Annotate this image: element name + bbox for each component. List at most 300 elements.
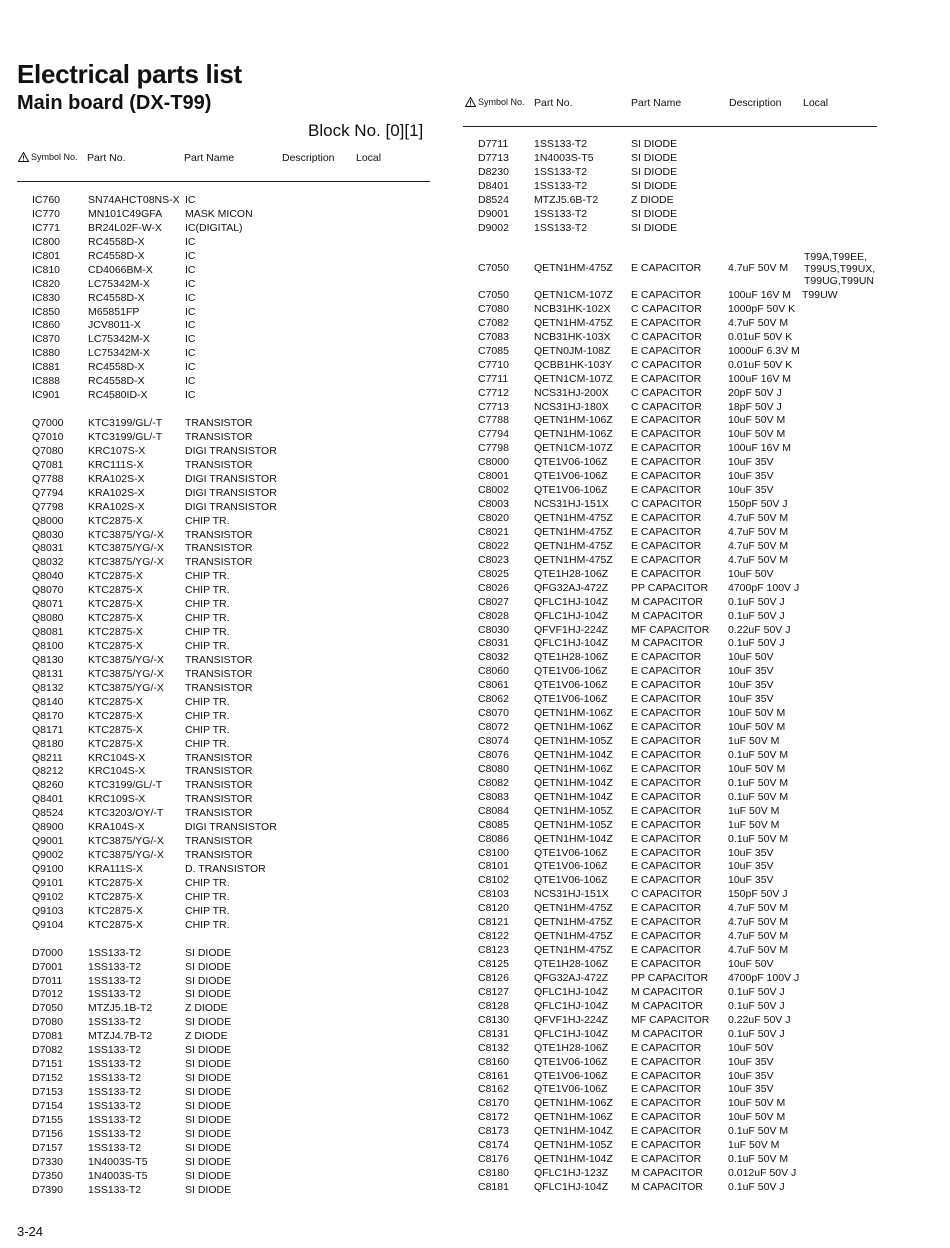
row-symbol: C7794 — [478, 428, 509, 441]
row-part-no: QETN1HM-106Z — [534, 762, 613, 775]
row-part-name: E CAPACITOR — [631, 1055, 702, 1068]
row-part-name: M CAPACITOR — [631, 1027, 703, 1040]
row-description: 0.1uF 50V J — [728, 595, 785, 608]
row-local — [356, 765, 436, 779]
row-description — [282, 515, 356, 529]
row-part-name: DIGI TRANSISTOR — [185, 486, 277, 499]
row-part-no: QTE1V06-106Z — [534, 1055, 608, 1068]
row-local — [802, 138, 882, 152]
row-description: 4.7uF 50V M — [728, 930, 789, 943]
table-row — [32, 319, 436, 333]
row-description: 1000pF 50V K — [728, 302, 796, 315]
table-row — [32, 626, 436, 640]
row-part-name: SI DIODE — [185, 1016, 232, 1029]
table-row — [32, 487, 436, 501]
row-local — [356, 250, 436, 264]
table-row — [478, 1097, 882, 1111]
row-description — [282, 821, 356, 835]
row-symbol: Q8071 — [32, 598, 64, 611]
row-local — [356, 278, 436, 292]
table-row — [478, 679, 882, 693]
row-description: 10uF 35V — [728, 693, 774, 706]
row-description — [282, 1128, 356, 1142]
row-local — [802, 540, 882, 554]
row-symbol: C8023 — [478, 553, 509, 566]
row-symbol: IC800 — [32, 235, 61, 248]
row-part-name: TRANSISTOR — [185, 751, 253, 764]
row-part-no: BR24L02F-W-X — [88, 221, 162, 234]
row-local — [356, 1002, 436, 1016]
table-row — [478, 958, 882, 972]
row-description — [728, 180, 802, 194]
row-description — [282, 668, 356, 682]
row-description: 10uF 35V — [728, 470, 774, 483]
row-description: 150pF 50V J — [728, 498, 788, 511]
row-part-no: KTC2875-X — [88, 737, 143, 750]
row-symbol: C7798 — [478, 442, 509, 455]
table-row — [32, 988, 436, 1002]
table-row — [32, 738, 436, 752]
row-local — [356, 487, 436, 501]
left-header-part-name: Part Name — [184, 152, 235, 164]
row-part-no: QTE1V06-106Z — [534, 860, 608, 873]
row-part-no: KTC3875/YG/-X — [88, 528, 164, 541]
row-symbol: C8026 — [478, 581, 509, 594]
row-local — [356, 570, 436, 584]
row-symbol: D7711 — [478, 138, 509, 150]
row-local — [802, 749, 882, 763]
row-part-no: QETN1HM-104Z — [534, 1153, 613, 1166]
row-symbol: Q7000 — [32, 417, 64, 429]
table-row — [478, 707, 882, 721]
row-local — [356, 1184, 436, 1198]
row-part-no: QETN0JM-108Z — [534, 344, 611, 357]
row-symbol: D8524 — [478, 193, 509, 206]
row-local — [356, 975, 436, 989]
row-part-name: TRANSISTOR — [185, 765, 253, 778]
row-local — [802, 777, 882, 791]
row-part-name: TRANSISTOR — [185, 849, 253, 862]
row-local — [802, 1111, 882, 1125]
row-part-name: C CAPACITOR — [631, 302, 702, 315]
row-part-no: QFLC1HJ-104Z — [534, 1181, 609, 1193]
row-local — [802, 624, 882, 638]
row-part-name: SI DIODE — [185, 1113, 232, 1126]
row-local — [802, 428, 882, 442]
table-row — [478, 442, 882, 456]
row-part-name: E CAPACITOR — [631, 316, 702, 329]
row-symbol: IC760 — [32, 194, 61, 206]
row-local — [802, 498, 882, 512]
table-row — [478, 582, 882, 596]
row-symbol: D7713 — [478, 151, 509, 164]
row-local — [802, 582, 882, 596]
row-part-no: QTE1V06-106Z — [534, 874, 608, 887]
row-part-no: QETN1HM-106Z — [534, 1111, 613, 1124]
row-symbol: Q9103 — [32, 904, 64, 917]
row-part-no: 1N4003S-T5 — [88, 1169, 148, 1182]
row-local — [356, 333, 436, 347]
row-description — [282, 793, 356, 807]
row-part-no: KTC2875-X — [88, 876, 143, 889]
row-description: 0.1uF 50V M — [728, 748, 789, 761]
row-part-no: QTE1H28-106Z — [534, 958, 609, 970]
row-part-name: TRANSISTOR — [185, 779, 253, 792]
row-description — [282, 891, 356, 905]
row-part-no: 1SS133-T2 — [534, 165, 588, 178]
row-symbol: C8060 — [478, 665, 509, 678]
row-symbol: C8123 — [478, 944, 509, 957]
row-local — [356, 1142, 436, 1156]
row-local — [802, 331, 882, 345]
row-description — [282, 1142, 356, 1156]
table-row — [32, 584, 436, 598]
row-part-name: IC — [185, 319, 196, 332]
row-local — [802, 735, 882, 749]
row-part-name: SI DIODE — [631, 179, 678, 192]
row-description: 0.1uF 50V J — [728, 609, 785, 622]
row-description: 1uF 50V M — [728, 735, 780, 747]
table-row — [32, 863, 436, 877]
row-part-name: E CAPACITOR — [631, 860, 702, 873]
row-local — [802, 1153, 882, 1167]
row-part-name: E CAPACITOR — [631, 484, 702, 497]
row-local — [802, 1014, 882, 1028]
row-description — [282, 807, 356, 821]
row-local — [802, 707, 882, 721]
table-row — [478, 1167, 882, 1181]
row-description — [282, 640, 356, 654]
row-local — [356, 863, 436, 877]
row-local — [356, 919, 436, 933]
row-description — [282, 1100, 356, 1114]
row-local — [356, 319, 436, 333]
row-part-name: TRANSISTOR — [185, 667, 253, 680]
row-part-no: QETN1HM-475Z — [534, 553, 613, 566]
row-description: 10uF 50V M — [728, 428, 786, 441]
table-row — [32, 236, 436, 250]
row-part-name: E CAPACITOR — [631, 818, 702, 831]
table-row — [478, 791, 882, 805]
row-part-no: KTC3875/YG/-X — [88, 681, 164, 694]
table-row — [478, 387, 882, 401]
row-symbol: Q7081 — [32, 458, 64, 471]
row-symbol: IC830 — [32, 291, 61, 304]
row-local — [356, 1086, 436, 1100]
row-part-no: QETN1HM-105Z — [534, 818, 613, 831]
row-part-name: E CAPACITOR — [631, 832, 702, 845]
table-row — [32, 278, 436, 292]
row-description: 4.7uF 50V M — [728, 553, 789, 566]
table-row — [478, 624, 882, 638]
row-description: 4.7uF 50V M — [728, 916, 789, 929]
row-part-no: QETN1HM-106Z — [534, 1097, 613, 1110]
row-local — [802, 387, 882, 401]
left-header-symbol — [18, 152, 78, 162]
row-symbol: C8070 — [478, 707, 509, 720]
row-local — [802, 1083, 882, 1097]
table-row — [32, 835, 436, 849]
row-local — [802, 456, 882, 470]
row-part-name: CHIP TR. — [185, 514, 230, 527]
row-local — [802, 317, 882, 331]
row-part-name: E CAPACITOR — [631, 874, 702, 887]
table-row — [478, 1111, 882, 1125]
table-row — [32, 891, 436, 905]
row-local — [356, 947, 436, 961]
table-row — [32, 1114, 436, 1128]
row-part-no: 1SS133-T2 — [88, 946, 142, 959]
table-row — [478, 735, 882, 749]
row-symbol: D7153 — [32, 1086, 63, 1098]
row-symbol: D7151 — [32, 1058, 63, 1071]
row-part-name: E CAPACITOR — [631, 525, 702, 538]
row-description: 10uF 35V — [728, 1083, 774, 1096]
header-symbol-label: Symbol No. — [478, 97, 525, 107]
table-row — [32, 1100, 436, 1114]
row-local — [802, 414, 882, 428]
table-row — [478, 651, 882, 665]
row-symbol: C8160 — [478, 1055, 509, 1068]
row-local — [356, 779, 436, 793]
row-local — [802, 596, 882, 610]
row-symbol: Q8030 — [32, 528, 64, 541]
table-row — [32, 807, 436, 821]
row-part-name: TRANSISTOR — [185, 835, 253, 848]
row-part-name: SI DIODE — [631, 138, 678, 150]
row-part-name: SI DIODE — [185, 1183, 232, 1196]
row-part-no: KTC3875/YG/-X — [88, 542, 164, 555]
row-part-name: CHIP TR. — [185, 640, 230, 652]
row-local — [356, 1170, 436, 1184]
row-symbol: IC860 — [32, 319, 61, 332]
table-row — [32, 682, 436, 696]
table-row — [32, 919, 436, 933]
row-description: 10uF 50V M — [728, 1111, 786, 1124]
row-symbol: Q8081 — [32, 626, 64, 639]
row-part-name: SI DIODE — [185, 1086, 232, 1098]
row-part-no: KTC3199/GL/-T — [88, 779, 163, 792]
row-symbol: D7152 — [32, 1072, 63, 1085]
row-part-no: QETN1HM-105Z — [534, 1139, 613, 1152]
row-local — [802, 512, 882, 526]
row-description — [728, 138, 802, 152]
table-row — [478, 152, 882, 166]
row-local — [802, 1042, 882, 1056]
row-part-no: KTC3875/YG/-X — [88, 835, 164, 848]
row-symbol: C7713 — [478, 400, 509, 413]
row-part-no: QTE1V06-106Z — [534, 665, 608, 678]
table-row — [478, 637, 882, 651]
row-part-no: KTC2875-X — [88, 918, 143, 931]
row-part-no: KTC2875-X — [88, 695, 143, 708]
row-part-name: SI DIODE — [185, 988, 232, 1001]
row-symbol: Q7010 — [32, 430, 64, 443]
row-part-name: E CAPACITOR — [631, 344, 702, 357]
row-part-name: CHIP TR. — [185, 584, 230, 597]
row-description: 10uF 35V — [728, 846, 774, 859]
row-local — [802, 610, 882, 624]
row-part-name: PP CAPACITOR — [631, 971, 709, 984]
row-symbol: C8102 — [478, 874, 509, 887]
row-description: 1000uF 6.3V M — [728, 344, 800, 357]
row-symbol: C8002 — [478, 484, 509, 497]
row-symbol: C8082 — [478, 776, 509, 789]
row-description: 0.012uF 50V J — [728, 1167, 797, 1180]
row-part-name: MASK MICON — [185, 207, 253, 220]
row-description — [282, 473, 356, 487]
row-part-no: QETN1HM-475Z — [534, 916, 613, 929]
row-description: 4.7uF 50V M — [728, 525, 789, 538]
row-part-no: KTC2875-X — [88, 514, 143, 527]
c7050-local-models — [804, 251, 875, 287]
row-part-name: E CAPACITOR — [631, 721, 702, 734]
row-part-no: KTC3199/GL/-T — [88, 430, 163, 443]
right-header-description: Description — [729, 97, 782, 109]
row-description: 10uF 50V — [728, 1041, 774, 1054]
row-description: 10uF 50V M — [728, 762, 786, 775]
row-local — [356, 501, 436, 515]
row-part-name: E CAPACITOR — [631, 456, 702, 469]
table-row — [32, 1058, 436, 1072]
row-local — [356, 306, 436, 320]
row-local — [802, 194, 882, 208]
table-row — [478, 373, 882, 387]
row-description — [282, 752, 356, 766]
row-part-name: CHIP TR. — [185, 709, 230, 722]
row-part-name: M CAPACITOR — [631, 999, 703, 1012]
table-row — [478, 166, 882, 180]
table-row — [32, 1184, 436, 1198]
row-part-no: NCS31HJ-180X — [534, 400, 609, 413]
local-line: T99US,T99UX, — [804, 263, 876, 275]
row-part-no: JCV8011-X — [88, 319, 141, 332]
row-part-no: QFLC1HJ-104Z — [534, 609, 609, 622]
row-part-no: KTC2875-X — [88, 612, 143, 625]
row-part-no: QETN1HM-104Z — [534, 1125, 613, 1138]
row-symbol: Q8170 — [32, 709, 64, 722]
table-row — [478, 526, 882, 540]
row-symbol: C7050 — [478, 289, 509, 301]
row-symbol: C8100 — [478, 846, 509, 859]
row-description — [282, 208, 356, 222]
table-row — [478, 1028, 882, 1042]
row-description — [282, 1114, 356, 1128]
row-part-no: 1SS133-T2 — [88, 1058, 142, 1071]
row-part-name: E CAPACITOR — [631, 707, 702, 720]
row-local — [356, 1058, 436, 1072]
row-symbol: Q7080 — [32, 444, 64, 457]
row-symbol: Q8900 — [32, 821, 64, 834]
row-local — [802, 166, 882, 180]
table-row — [32, 1142, 436, 1156]
row-description — [282, 1072, 356, 1086]
row-local — [802, 1167, 882, 1181]
table-row — [32, 445, 436, 459]
row-part-no: 1SS133-T2 — [88, 974, 142, 987]
row-symbol: C8076 — [478, 748, 509, 761]
row-symbol: Q8132 — [32, 681, 64, 694]
row-description: 100uF 16V M — [728, 372, 792, 385]
row-description — [728, 208, 802, 222]
row-local — [356, 752, 436, 766]
row-local — [802, 359, 882, 373]
row-part-no: QFLC1HJ-104Z — [534, 595, 609, 608]
row-part-name: E CAPACITOR — [631, 1069, 702, 1082]
row-part-no: QTE1V06-106Z — [534, 846, 608, 859]
row-description: 4.7uF 50V M — [728, 512, 789, 524]
row-symbol: Q9100 — [32, 863, 64, 875]
row-description: 10uF 35V — [728, 860, 774, 873]
row-symbol: Q8180 — [32, 737, 64, 750]
row-part-name: CHIP TR. — [185, 626, 230, 639]
row-part-name: M CAPACITOR — [631, 637, 703, 650]
row-description — [282, 919, 356, 933]
row-description — [282, 236, 356, 250]
row-description: 20pF 50V J — [728, 386, 782, 399]
table-row — [32, 417, 436, 431]
table-row — [32, 375, 436, 389]
table-row — [478, 777, 882, 791]
warning-triangle-icon — [18, 152, 29, 162]
row-description — [282, 738, 356, 752]
table-row — [478, 317, 882, 331]
table-row — [478, 749, 882, 763]
table-row — [32, 765, 436, 779]
row-local — [356, 1016, 436, 1030]
row-symbol: D7155 — [32, 1113, 63, 1126]
row-part-no: QFVF1HJ-224Z — [534, 1013, 609, 1026]
row-part-no: QTE1H28-106Z — [534, 567, 609, 580]
row-part-no: RC4558D-X — [88, 235, 145, 248]
table-row — [478, 1042, 882, 1056]
row-symbol: C8031 — [478, 637, 509, 650]
table-row — [32, 431, 436, 445]
row-description: 1uF 50V M — [728, 818, 780, 831]
row-part-no: RC4558D-X — [88, 291, 145, 304]
row-local — [356, 654, 436, 668]
row-description — [282, 319, 356, 333]
row-description — [282, 501, 356, 515]
row-symbol: C8021 — [478, 525, 509, 538]
row-symbol: Q7798 — [32, 500, 64, 513]
row-description: 4700pF 100V J — [728, 581, 800, 594]
row-symbol: C8173 — [478, 1125, 509, 1138]
row-part-name: Z DIODE — [185, 1002, 228, 1015]
row-symbol: D7330 — [32, 1155, 63, 1168]
row-symbol: IC901 — [32, 389, 61, 402]
row-symbol: D7390 — [32, 1183, 63, 1196]
table-row — [32, 1086, 436, 1100]
row-part-no: KTC2875-X — [88, 640, 143, 652]
row-part-no: QETN1HM-104Z — [534, 776, 613, 789]
row-part-name: SI DIODE — [185, 974, 232, 987]
table-row — [32, 194, 436, 208]
row-part-no: QFLC1HJ-104Z — [534, 985, 609, 998]
row-local — [802, 1000, 882, 1014]
row-part-no: QTE1V06-106Z — [534, 679, 608, 692]
row-part-name: E CAPACITOR — [631, 1041, 702, 1054]
row-part-no: 1SS133-T2 — [534, 207, 588, 220]
row-local — [802, 152, 882, 166]
row-part-name: D. TRANSISTOR — [185, 863, 266, 875]
row-symbol: Q8171 — [32, 723, 64, 736]
row-description: 10uF 50V M — [728, 1097, 786, 1110]
row-local — [356, 445, 436, 459]
left-header-description: Description — [282, 152, 335, 164]
row-part-no: 1SS133-T2 — [88, 988, 142, 1001]
row-local — [802, 1125, 882, 1139]
